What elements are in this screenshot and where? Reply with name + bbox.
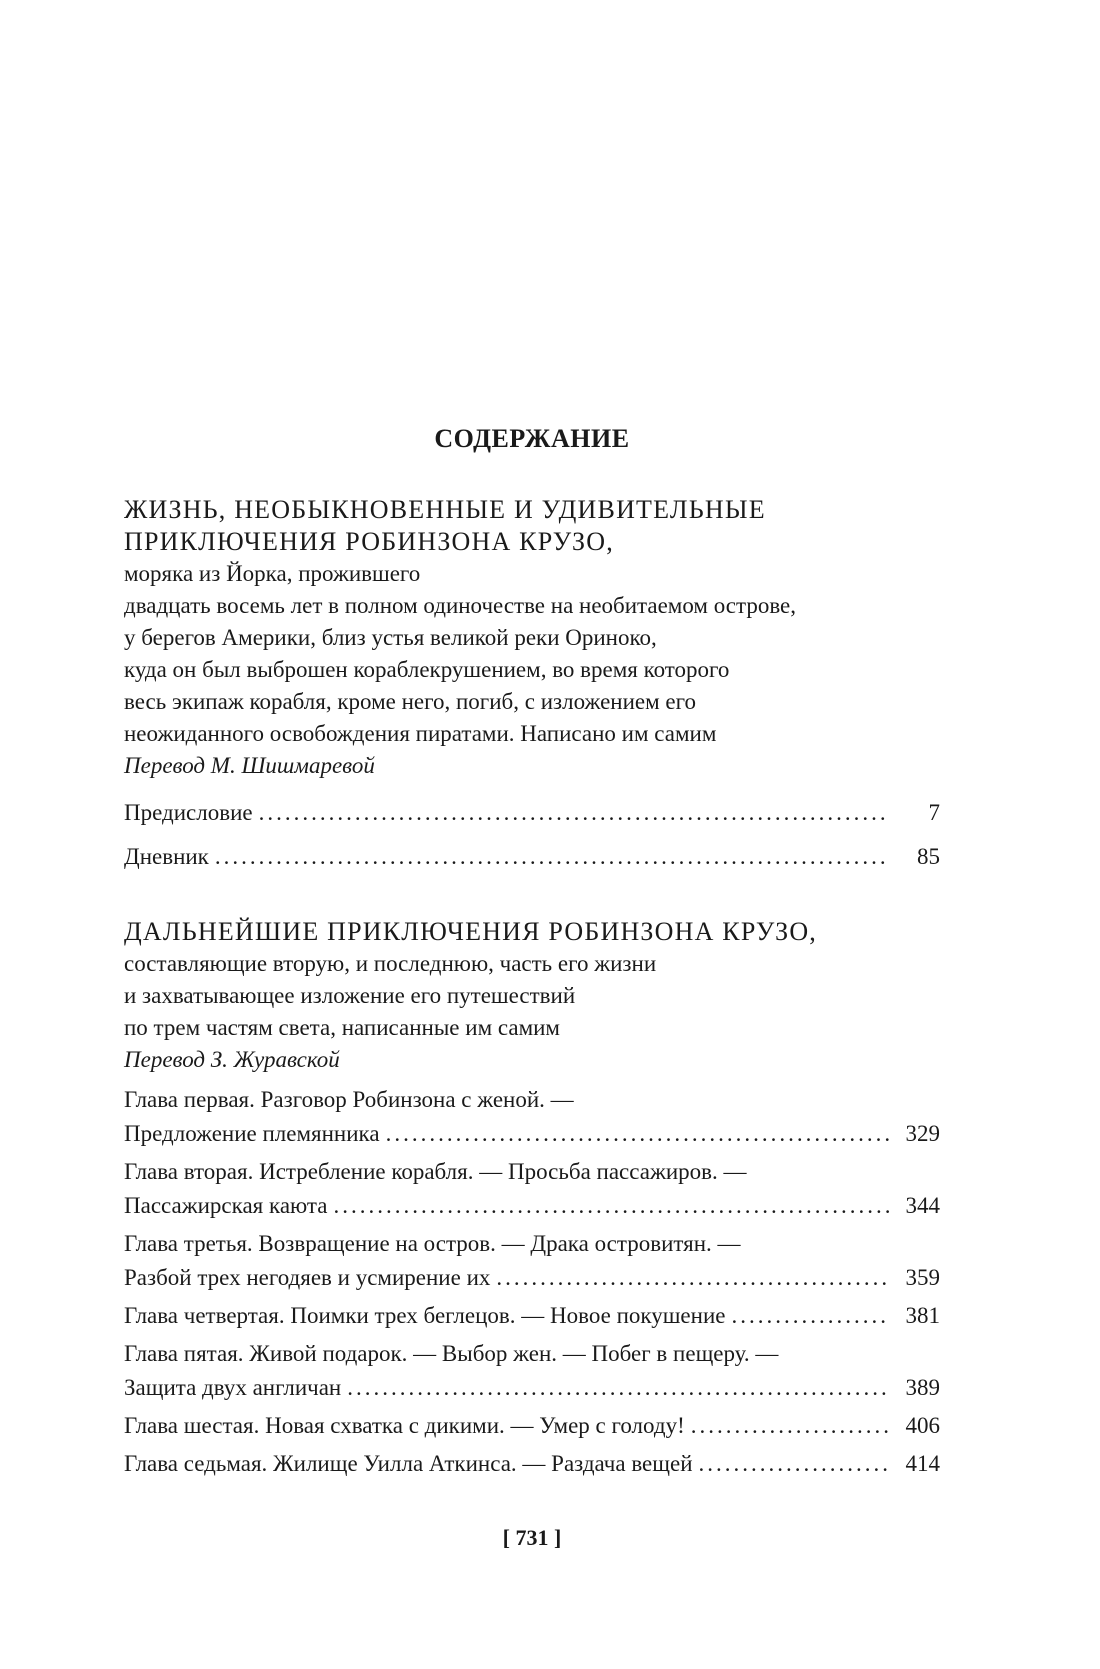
toc-entry-title: Предложение племянника [124,1121,380,1146]
work-1-subtitle-line: куда он был выброшен кораблекрушением, во время которого [124,657,730,682]
toc-page-number: 389 [905,1375,940,1400]
toc-entry-title: Защита двух англичан [124,1375,342,1400]
dot-leader [215,840,890,874]
work-2-translator: Перевод З. Журавской [124,1047,340,1072]
toc-entry [124,1337,940,1405]
dot-leader [496,1261,890,1295]
dot-leader [259,796,890,830]
work-1-subtitle-line: двадцать восемь лет в полном одиночестве на необитаемом острове, [124,593,797,618]
work-2-title-line: ДАЛЬНЕЙШИЕ ПРИКЛЮЧЕНИЯ РОБИНЗОНА КРУЗО, [124,917,818,946]
work-2-header [124,916,940,1076]
work-2-subtitle-line: составляющие вторую, и последнюю, часть его жизни [124,951,657,976]
toc-entry [124,796,940,830]
toc-page-number: 85 [917,844,940,869]
work-1-title-line: ЖИЗНЬ, НЕОБЫКНОВЕННЫЕ И УДИВИТЕЛЬНЫЕ [124,495,766,524]
toc-page-number: 359 [905,1265,940,1290]
toc-page-number: 344 [905,1193,940,1218]
toc-entry [124,1155,940,1223]
dot-leader [699,1447,891,1481]
toc-entry [124,1083,940,1151]
work-1-title-line: ПРИКЛЮЧЕНИЯ РОБИНЗОНА КРУЗО, [124,527,614,556]
toc-entry-title: Дневник [124,844,209,869]
toc-entry [124,840,940,874]
toc-entry-title: Глава шестая. Новая схватка с дикими. — Умер с голоду! [124,1413,685,1438]
work-2-toc [124,1083,940,1485]
toc-page-number: 414 [905,1451,940,1476]
toc-page-number: 381 [905,1303,940,1328]
dot-leader [347,1371,890,1405]
toc-entry-title: Пассажирская каюта [124,1193,328,1218]
toc-entry-title: Разбой трех негодяев и усмирение их [124,1265,491,1290]
page-title: СОДЕРЖАНИЕ [434,424,630,453]
toc-entry-title: Глава вторая. Истребление корабля. — Просьба пассажиров. — [124,1159,747,1184]
work-1-translator: Перевод М. Шишмаревой [124,753,375,778]
work-1-subtitle-line: у берегов Америки, близ устья великой реки Ориноко, [124,625,657,650]
toc-entry-title: Предисловие [124,800,253,825]
toc-entry-title: Глава седьмая. Жилище Уилла Аткинса. — Раздача вещей [124,1451,693,1476]
toc-entry [124,1227,940,1295]
toc-page-number: 7 [928,800,940,825]
dot-leader [731,1299,890,1333]
toc-entry-title: Глава пятая. Живой подарок. — Выбор жен. — Побег в пещеру. — [124,1341,779,1366]
work-1-subtitle-line: неожиданного освобождения пиратами. Написано им самим [124,721,717,746]
toc-entry-title: Глава третья. Возвращение на остров. — Драка островитян. — [124,1231,741,1256]
work-2-subtitle-line: и захватывающее изложение его путешествий [124,983,576,1008]
dot-leader [333,1189,890,1223]
toc-entry [124,1447,940,1481]
work-2-subtitle-line: по трем частям света, написанные им самим [124,1015,560,1040]
toc-page-number: 329 [905,1121,940,1146]
toc-entry-title: Глава четвертая. Поимки трех беглецов. — Новое покушение [124,1303,726,1328]
toc-entry [124,1409,940,1443]
toc-entry [124,1299,940,1333]
page-number: [ 731 ] [502,1525,562,1550]
work-1-toc [124,796,940,884]
dot-leader [386,1117,890,1151]
work-1-subtitle-line: весь экипаж корабля, кроме него, погиб, с изложением его [124,689,697,714]
dot-leader [691,1409,890,1443]
work-1-subtitle-line: моряка из Йорка, прожившего [124,561,421,586]
toc-entry-title: Глава первая. Разговор Робинзона с женой. — [124,1087,574,1112]
toc-page-number: 406 [905,1413,940,1438]
work-1-header [124,494,940,782]
